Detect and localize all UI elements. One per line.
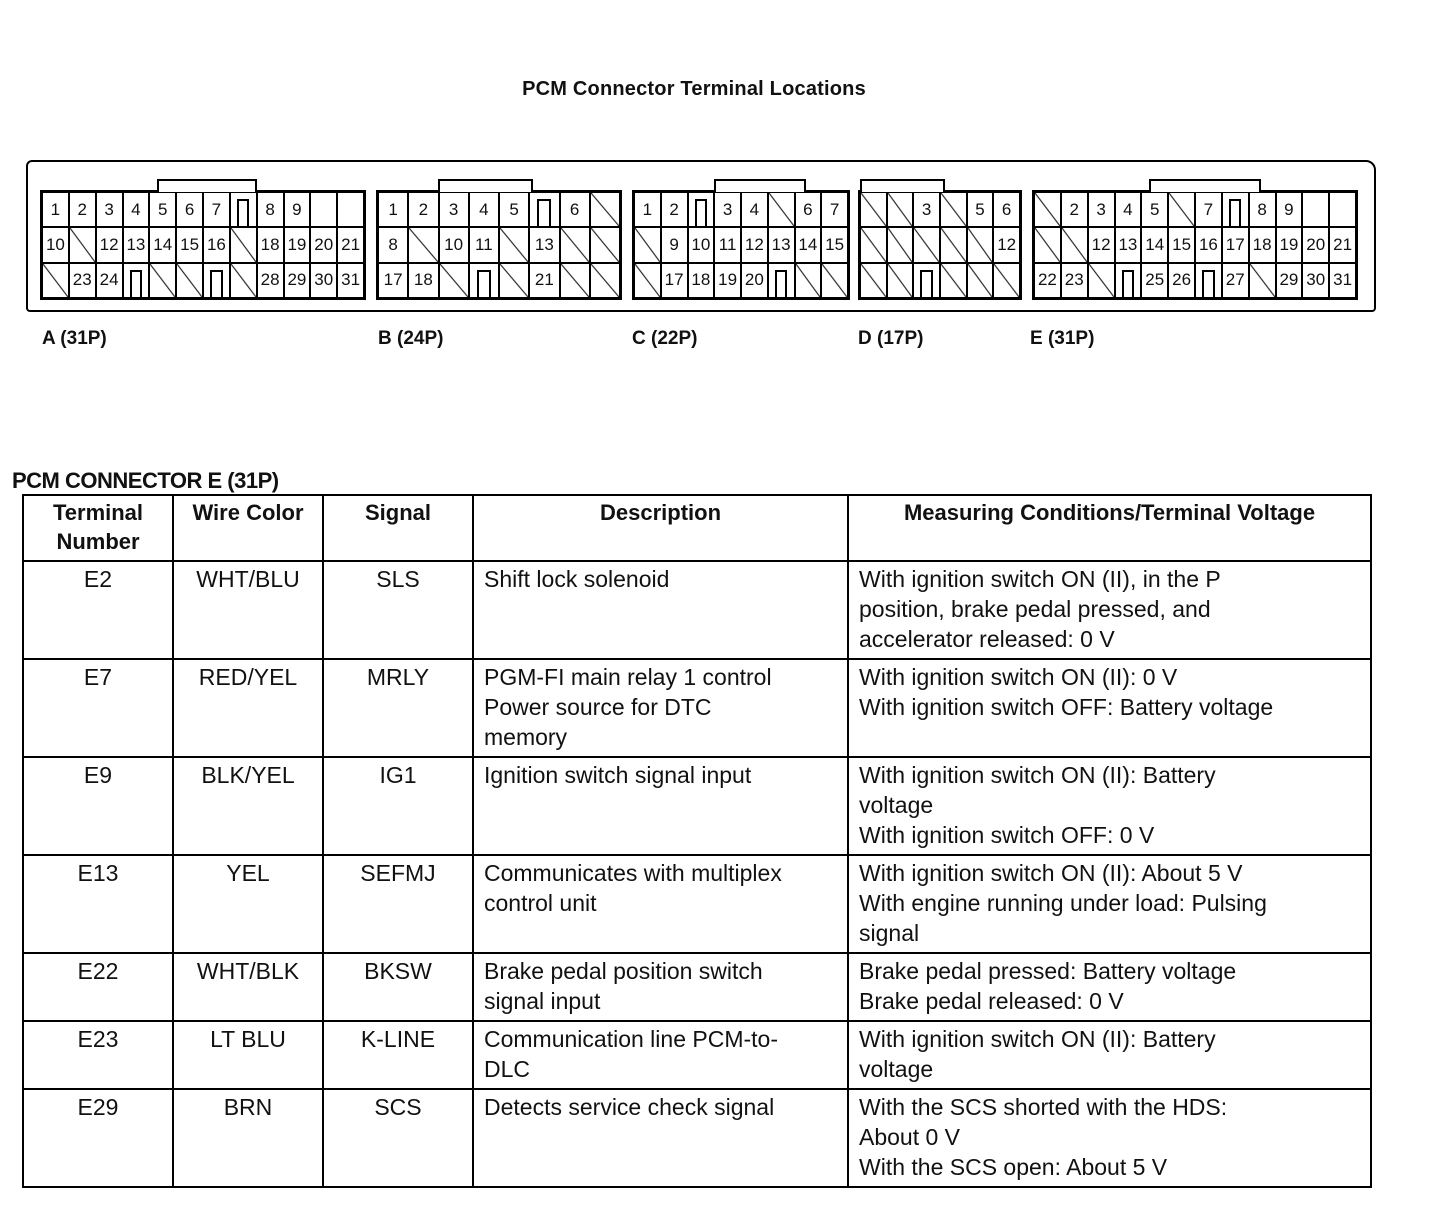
terminal-pin: 6 — [993, 192, 1020, 227]
terminal-pin: 8 — [1249, 192, 1276, 227]
empty-cavity — [887, 227, 914, 262]
terminal-pin: 20 — [1302, 227, 1329, 262]
table-header-row — [23, 495, 1371, 561]
blank-cavity — [1329, 192, 1356, 227]
connector-c — [632, 190, 850, 300]
empty-cavity — [634, 263, 661, 298]
terminal-pin: 16 — [203, 227, 230, 262]
description: Shift lock solenoid — [473, 561, 848, 659]
connector-d — [858, 190, 1022, 300]
terminal-pin: 19 — [714, 263, 741, 298]
table-row — [23, 757, 1371, 855]
terminal-pin: 30 — [1302, 263, 1329, 298]
key-slot — [1195, 263, 1222, 298]
terminal-pin: 8 — [257, 192, 284, 227]
terminal-pin: 15 — [821, 227, 848, 262]
terminal-pin: 14 — [795, 227, 822, 262]
empty-cavity — [940, 263, 967, 298]
description: Brake pedal position switch signal input — [473, 953, 848, 1021]
terminal-pin: 4 — [123, 192, 150, 227]
terminal-pin: 4 — [1115, 192, 1142, 227]
terminal-pin: 18 — [257, 227, 284, 262]
terminal-pin: 12 — [993, 227, 1020, 262]
key-slot — [1115, 263, 1142, 298]
signal-name: MRLY — [323, 659, 473, 757]
terminal-pin: 6 — [560, 192, 590, 227]
terminal-number: E29 — [23, 1089, 173, 1187]
diagram-title: PCM Connector Terminal Locations — [522, 78, 866, 100]
terminal-pin: 22 — [1034, 263, 1061, 298]
description: Communication line PCM-to- DLC — [473, 1021, 848, 1089]
empty-cavity — [860, 192, 887, 227]
table-body — [23, 561, 1371, 1187]
terminal-pin: 21 — [529, 263, 559, 298]
key-slot — [688, 192, 715, 227]
terminal-pin: 29 — [1276, 263, 1303, 298]
terminal-pin: 17 — [661, 263, 688, 298]
terminal-pin: 5 — [1141, 192, 1168, 227]
terminal-pin: 5 — [499, 192, 529, 227]
header-conditions: Measuring Conditions/Terminal Voltage — [848, 495, 1371, 561]
terminal-pin: 5 — [149, 192, 176, 227]
terminal-number: E23 — [23, 1021, 173, 1089]
terminal-pin: 3 — [913, 192, 940, 227]
terminal-pin: 9 — [284, 192, 311, 227]
empty-cavity — [42, 263, 69, 298]
terminal-pin: 30 — [310, 263, 337, 298]
connector-label: B (24P) — [378, 328, 444, 349]
empty-cavity — [1034, 192, 1061, 227]
table-row — [23, 561, 1371, 659]
empty-cavity — [967, 227, 994, 262]
terminal-pin: 17 — [1222, 227, 1249, 262]
terminal-pin: 12 — [741, 227, 768, 262]
connector-label: C (22P) — [632, 328, 698, 349]
terminal-pin: 13 — [529, 227, 559, 262]
terminal-pin: 14 — [1141, 227, 1168, 262]
measuring-conditions: With ignition switch ON (II), in the P position, brake pedal pressed, and accelerator released: 0 V — [848, 561, 1371, 659]
terminal-pin: 10 — [688, 227, 715, 262]
terminal-pin: 10 — [42, 227, 69, 262]
connector-a — [40, 190, 366, 300]
empty-cavity — [499, 227, 529, 262]
header-signal: Signal — [323, 495, 473, 561]
header-description: Description — [473, 495, 848, 561]
terminal-pin: 19 — [284, 227, 311, 262]
empty-cavity — [439, 263, 469, 298]
terminal-pin: 23 — [1061, 263, 1088, 298]
terminal-pin: 17 — [378, 263, 408, 298]
terminal-pin: 19 — [1276, 227, 1303, 262]
terminal-pin: 9 — [661, 227, 688, 262]
terminal-pin: 13 — [123, 227, 150, 262]
terminal-pin: 18 — [1249, 227, 1276, 262]
description: Communicates with multiplex control unit — [473, 855, 848, 953]
terminal-pin: 21 — [337, 227, 364, 262]
signal-name: BKSW — [323, 953, 473, 1021]
terminal-pin: 3 — [96, 192, 123, 227]
empty-cavity — [149, 263, 176, 298]
measuring-conditions: With ignition switch ON (II): Battery voltage With ignition switch OFF: 0 V — [848, 757, 1371, 855]
empty-cavity — [634, 227, 661, 262]
empty-cavity — [887, 192, 914, 227]
terminal-pin: 2 — [1061, 192, 1088, 227]
terminal-pin: 18 — [688, 263, 715, 298]
header-wire-color: Wire Color — [173, 495, 323, 561]
terminal-pin: 15 — [176, 227, 203, 262]
connector-latch — [438, 179, 533, 192]
empty-cavity — [940, 227, 967, 262]
empty-cavity — [1034, 227, 1061, 262]
terminal-pin: 18 — [408, 263, 438, 298]
signal-name: SLS — [323, 561, 473, 659]
key-slot — [123, 263, 150, 298]
terminal-pin: 5 — [967, 192, 994, 227]
terminal-pin: 11 — [469, 227, 499, 262]
empty-cavity — [1249, 263, 1276, 298]
blank-cavity — [337, 192, 364, 227]
terminal-pin: 13 — [1115, 227, 1142, 262]
measuring-conditions: With ignition switch ON (II): Battery voltage — [848, 1021, 1371, 1089]
terminal-pin: 20 — [741, 263, 768, 298]
table-row — [23, 659, 1371, 757]
terminal-pin: 10 — [439, 227, 469, 262]
measuring-conditions: With ignition switch ON (II): About 5 V With engine running under load: Pulsing signal — [848, 855, 1371, 953]
terminal-pin: 2 — [408, 192, 438, 227]
wire-color: YEL — [173, 855, 323, 953]
wire-color: BRN — [173, 1089, 323, 1187]
measuring-conditions: With ignition switch ON (II): 0 V With ignition switch OFF: Battery voltage — [848, 659, 1371, 757]
key-slot — [469, 263, 499, 298]
wire-color: RED/YEL — [173, 659, 323, 757]
connector-label: D (17P) — [858, 328, 924, 349]
empty-cavity — [590, 192, 620, 227]
key-slot — [768, 263, 795, 298]
signal-name: SCS — [323, 1089, 473, 1187]
empty-cavity — [176, 263, 203, 298]
key-slot — [203, 263, 230, 298]
terminal-pin: 20 — [310, 227, 337, 262]
wire-color: LT BLU — [173, 1021, 323, 1089]
empty-cavity — [821, 263, 848, 298]
empty-cavity — [560, 263, 590, 298]
terminal-pin: 16 — [1195, 227, 1222, 262]
table-row — [23, 953, 1371, 1021]
table-row — [23, 855, 1371, 953]
terminal-pin: 1 — [42, 192, 69, 227]
terminal-number: E22 — [23, 953, 173, 1021]
empty-cavity — [860, 227, 887, 262]
measuring-conditions: Brake pedal pressed: Battery voltage Brake pedal released: 0 V — [848, 953, 1371, 1021]
terminal-number: E2 — [23, 561, 173, 659]
connector-label: A (31P) — [42, 328, 107, 349]
wire-color: WHT/BLK — [173, 953, 323, 1021]
terminal-pin: 3 — [714, 192, 741, 227]
terminal-number: E9 — [23, 757, 173, 855]
terminal-pin: 3 — [439, 192, 469, 227]
terminal-pin: 27 — [1222, 263, 1249, 298]
terminal-pin: 2 — [69, 192, 96, 227]
empty-cavity — [590, 263, 620, 298]
terminal-pin: 7 — [203, 192, 230, 227]
empty-cavity — [1061, 227, 1088, 262]
connector-latch — [1149, 179, 1261, 192]
measuring-conditions: With the SCS shorted with the HDS: About 0 V With the SCS open: About 5 V — [848, 1089, 1371, 1187]
empty-cavity — [1088, 263, 1115, 298]
key-slot — [1222, 192, 1249, 227]
terminal-pin: 1 — [378, 192, 408, 227]
terminal-pin: 26 — [1168, 263, 1195, 298]
terminal-pin: 15 — [1168, 227, 1195, 262]
terminal-pin: 6 — [176, 192, 203, 227]
empty-cavity — [1168, 192, 1195, 227]
empty-cavity — [499, 263, 529, 298]
terminal-pin: 7 — [1195, 192, 1222, 227]
empty-cavity — [230, 263, 257, 298]
terminal-pin: 1 — [634, 192, 661, 227]
empty-cavity — [590, 227, 620, 262]
terminal-number: E7 — [23, 659, 173, 757]
header-terminal: Terminal Number — [23, 495, 173, 561]
connector-latch — [157, 179, 257, 192]
terminal-pin: 12 — [1088, 227, 1115, 262]
terminal-pin: 25 — [1141, 263, 1168, 298]
pin-table — [22, 494, 1372, 1188]
terminal-pin: 8 — [378, 227, 408, 262]
signal-name: K-LINE — [323, 1021, 473, 1089]
terminal-pin: 3 — [1088, 192, 1115, 227]
terminal-pin: 6 — [795, 192, 822, 227]
terminal-pin: 11 — [714, 227, 741, 262]
signal-name: IG1 — [323, 757, 473, 855]
description: Ignition switch signal input — [473, 757, 848, 855]
empty-cavity — [913, 227, 940, 262]
terminal-pin: 31 — [1329, 263, 1356, 298]
wire-color: WHT/BLU — [173, 561, 323, 659]
blank-cavity — [310, 192, 337, 227]
empty-cavity — [860, 263, 887, 298]
empty-cavity — [940, 192, 967, 227]
empty-cavity — [408, 227, 438, 262]
terminal-pin: 7 — [821, 192, 848, 227]
terminal-number: E13 — [23, 855, 173, 953]
terminal-pin: 4 — [741, 192, 768, 227]
wire-color: BLK/YEL — [173, 757, 323, 855]
connector-label: E (31P) — [1030, 328, 1095, 349]
signal-name: SEFMJ — [323, 855, 473, 953]
terminal-pin: 9 — [1276, 192, 1303, 227]
terminal-pin: 21 — [1329, 227, 1356, 262]
terminal-pin: 12 — [96, 227, 123, 262]
key-slot — [913, 263, 940, 298]
empty-cavity — [993, 263, 1020, 298]
terminal-pin: 28 — [257, 263, 284, 298]
table-row — [23, 1089, 1371, 1187]
connector-e — [1032, 190, 1358, 300]
connector-latch — [860, 179, 945, 192]
terminal-pin: 24 — [96, 263, 123, 298]
connector-latch — [714, 179, 806, 192]
key-slot — [529, 192, 559, 227]
empty-cavity — [560, 227, 590, 262]
connector-b — [376, 190, 622, 300]
empty-cavity — [768, 192, 795, 227]
empty-cavity — [69, 227, 96, 262]
empty-cavity — [795, 263, 822, 298]
description: PGM-FI main relay 1 control Power source for DTC memory — [473, 659, 848, 757]
terminal-pin: 14 — [149, 227, 176, 262]
terminal-pin: 29 — [284, 263, 311, 298]
terminal-pin: 13 — [768, 227, 795, 262]
empty-cavity — [967, 263, 994, 298]
terminal-pin: 23 — [69, 263, 96, 298]
terminal-pin: 31 — [337, 263, 364, 298]
empty-cavity — [887, 263, 914, 298]
terminal-pin: 4 — [469, 192, 499, 227]
table-title: PCM CONNECTOR E (31P) — [12, 468, 279, 493]
blank-cavity — [1302, 192, 1329, 227]
terminal-pin: 2 — [661, 192, 688, 227]
description: Detects service check signal — [473, 1089, 848, 1187]
key-slot — [230, 192, 257, 227]
table-row — [23, 1021, 1371, 1089]
empty-cavity — [230, 227, 257, 262]
